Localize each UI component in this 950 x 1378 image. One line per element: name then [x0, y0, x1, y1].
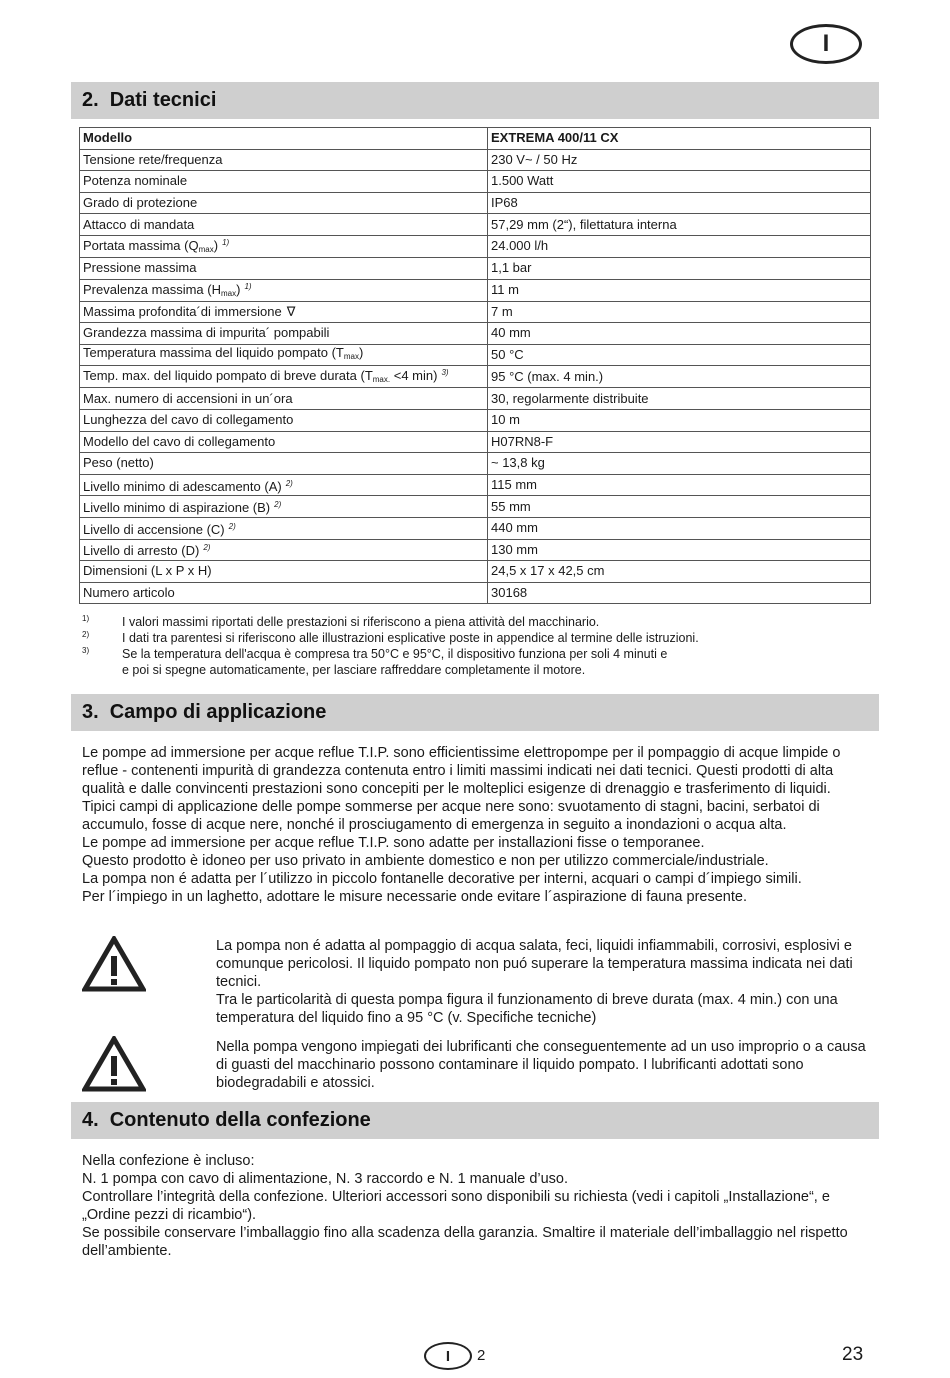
footnote-mark: 1): [82, 614, 90, 623]
footnote-reference: 2): [285, 478, 293, 488]
footnote-3: [82, 646, 862, 662]
spec-table-row: [80, 517, 871, 539]
paragraph: Controllare l’integrità della confezione. Ulteriori accessori sono disponibili su richiesta (vedi i capitoli „Installazione“, e „Ordine pezzi di ricambio“).: [82, 1189, 830, 1223]
spec-label: [80, 561, 488, 583]
spec-table-row: [80, 257, 871, 279]
section-number: 3.: [82, 701, 99, 723]
footnote-mark: 3): [82, 646, 90, 655]
spec-label: [80, 279, 488, 301]
section-header-contenuto-della-confezione: [71, 1102, 879, 1139]
spec-table: [79, 127, 871, 604]
spec-table-row: [80, 561, 871, 583]
spec-label: [80, 366, 488, 388]
warning-triangle-icon: [82, 1036, 146, 1092]
spec-table-row: [80, 171, 871, 193]
paragraph: La pompa non é adatta al pompaggio di acqua salata, feci, liquidi infiammabili, corrosivi, esplosivi e comunque pericolosi. Il liquido pompato non puó superare la temperatura massima indicata nei dati tecnici.: [216, 938, 853, 990]
paragraph: Le pompe ad immersione per acque reflue T.I.P. sono efficientissime elettropompe per il pompaggio di acque limpide o reflue - contenenti impurità di grandezza contenuta entro i limiti massimi indicati nei dati tecnici. Questi prodotti di alta qualità e dalle convincenti prestazioni sono concepiti per le molteplici esigenze di drenaggio e trasferimento di liquidi.: [82, 745, 841, 797]
spec-label-suffix: ): [236, 281, 241, 297]
footnote-text: Se la temperatura dell'acqua è compresa tra 50°C e 95°C, il dispositivo funziona per soli 4 minuti e: [122, 647, 668, 661]
footnote-3-continuation: e poi si spegne automaticamente, per lasciare raffreddare completamente il motore.: [122, 663, 586, 677]
spec-table-row: [80, 301, 871, 323]
spec-value: 40 mm: [488, 323, 871, 345]
spec-label: [80, 214, 488, 236]
footnote-text: I valori massimi riportati delle prestazioni si riferiscono a piena attività del macchinario.: [122, 615, 600, 629]
spec-label: [80, 431, 488, 453]
spec-value: H07RN8-F: [488, 431, 871, 453]
section-title: Dati tecnici: [109, 89, 217, 111]
spec-value: 30, regolarmente distribuite: [488, 388, 871, 410]
warning-2-text: [216, 1038, 871, 1092]
spec-label-text: Livello minimo di adescamento (A): [83, 478, 282, 494]
spec-label: [80, 453, 488, 475]
section-number: 2.: [82, 89, 99, 111]
footnote-1: [82, 614, 862, 630]
spec-label-text: Temperatura massima del liquido pompato (T: [83, 345, 344, 361]
spec-label: [80, 235, 488, 257]
footnote-mark: 2): [82, 630, 90, 639]
spec-label-text: Grado di protezione: [83, 195, 198, 211]
applicazione-body: [82, 744, 872, 906]
spec-table-row: [80, 235, 871, 257]
spec-label: [80, 149, 488, 171]
spec-label-text: Max. numero di accensioni in un´ora: [83, 390, 293, 406]
spec-label-suffix: <4 min): [390, 368, 438, 384]
spec-label: [80, 517, 488, 539]
spec-label: [80, 192, 488, 214]
spec-label-text: Dimensioni (L x P x H): [83, 563, 212, 579]
spec-label-text: Livello di accensione (C): [83, 521, 225, 537]
section-header-dati-tecnici: [71, 82, 879, 119]
spec-value: 24,5 x 17 x 42,5 cm: [488, 561, 871, 583]
spec-label-text: Pressione massima: [83, 260, 197, 276]
spec-table-row: [80, 149, 871, 171]
spec-table-row: [80, 344, 871, 366]
spec-label-text: Tensione rete/frequenza: [83, 151, 223, 167]
spec-value: 30168: [488, 582, 871, 604]
paragraph: N. 1 pompa con cavo di alimentazione, N. 3 raccordo e N. 1 manuale d’uso.: [82, 1171, 569, 1187]
spec-header-value: EXTREMA 400/11 CX: [488, 128, 871, 150]
water-level-symbol-icon: ∇: [286, 303, 296, 319]
spec-label: [80, 388, 488, 410]
spec-label-text: Livello di arresto (D): [83, 543, 200, 559]
spec-table-row: [80, 453, 871, 475]
spec-table-row: [80, 279, 871, 301]
paragraph: Per l´impiego in un laghetto, adottare le misure necessarie onde evitare l´aspirazione di fauna presente.: [82, 889, 747, 905]
paragraph: Questo prodotto è idoneo per uso privato in ambiente domestico e non per utilizzo commerciale/industriale.: [82, 853, 769, 869]
spec-label: [80, 539, 488, 561]
spec-label: [80, 344, 488, 366]
footnote-reference: 2): [228, 521, 236, 531]
section-header-campo-di-applicazione: [71, 694, 879, 731]
footnotes: [82, 614, 862, 678]
spec-value: 10 m: [488, 409, 871, 431]
spec-value: 1.500 Watt: [488, 171, 871, 193]
paragraph: Tipici campi di applicazione delle pompe sommerse per acque nere sono: svuotamento di stagni, bacini, serbatoi di accumulo, fosse di acque nere, nonché il prosciugamento di emergenza in seguito a inondazioni o acqua alta.: [82, 799, 820, 833]
spec-label-subscript: max: [198, 244, 214, 254]
spec-table-row: [80, 474, 871, 496]
spec-table-row: [80, 192, 871, 214]
spec-label: [80, 323, 488, 345]
footnote-reference: 2): [203, 543, 211, 553]
paragraph: Le pompe ad immersione per acque reflue T.I.P. sono adatte per installazioni fisse o temporanee.: [82, 835, 705, 851]
spec-label: [80, 474, 488, 496]
spec-label-text: Prevalenza massima (H: [83, 281, 221, 297]
paragraph: Nella confezione è incluso:: [82, 1153, 255, 1169]
footnote-reference: 3): [441, 368, 449, 378]
spec-label-text: Livello minimo di aspirazione (B): [83, 500, 271, 516]
footnote-reference: 1): [244, 281, 252, 291]
spec-value: 7 m: [488, 301, 871, 323]
spec-table-row: [80, 496, 871, 518]
spec-value: 50 °C: [488, 344, 871, 366]
paragraph: Tra le particolarità di questa pompa figura il funzionamento di breve durata (max. 4 min.) con una temperatura del liquido fino a 95 °C (v. Specifiche tecniche): [216, 992, 838, 1026]
spec-header-label: Modello: [80, 128, 488, 150]
spec-label: [80, 582, 488, 604]
footnote-text: I dati tra parentesi si riferiscono alle illustrazioni esplicative poste in appendice al termine delle istruzioni.: [122, 631, 699, 645]
spec-value: 55 mm: [488, 496, 871, 518]
spec-value: ~ 13,8 kg: [488, 453, 871, 475]
spec-label-text: Attacco di mandata: [83, 216, 195, 232]
footnote-reference: 2): [274, 500, 282, 510]
spec-value: 95 °C (max. 4 min.): [488, 366, 871, 388]
spec-label-text: Massima profondita´di immersione: [83, 303, 282, 319]
language-badge: [790, 24, 862, 64]
language-badge-label: I: [822, 30, 830, 57]
spec-label: [80, 257, 488, 279]
warning-1-text: [216, 937, 871, 1027]
spec-value: 230 V~ / 50 Hz: [488, 149, 871, 171]
paragraph: La pompa non é adatta per l´utilizzo in piccolo fontanelle decorative per interni, acquari o campi d´impiego simili.: [82, 871, 802, 887]
spec-label-subscript: max.: [372, 375, 391, 385]
spec-label-text: Portata massima (Q: [83, 237, 199, 253]
section-title: Contenuto della confezione: [109, 1109, 371, 1131]
spec-value: IP68: [488, 192, 871, 214]
spec-value: 1,1 bar: [488, 257, 871, 279]
spec-label-subscript: max: [221, 288, 237, 298]
spec-table-row: [80, 431, 871, 453]
warning-triangle-icon: [82, 936, 146, 992]
spec-label-text: Lunghezza del cavo di collegamento: [83, 412, 294, 428]
section-title: Campo di applicazione: [109, 701, 327, 723]
spec-value: 130 mm: [488, 539, 871, 561]
spec-table-row: [80, 539, 871, 561]
spec-table-row: [80, 388, 871, 410]
spec-value: 440 mm: [488, 517, 871, 539]
footer-language-index: 2: [477, 1347, 486, 1364]
spec-table-row: [80, 366, 871, 388]
confezione-body: [82, 1152, 872, 1260]
spec-value: 24.000 l/h: [488, 235, 871, 257]
footer-language-badge: [424, 1342, 472, 1370]
spec-value: 11 m: [488, 279, 871, 301]
spec-label-text: Peso (netto): [83, 455, 154, 471]
spec-table-row: [80, 409, 871, 431]
paragraph: Nella pompa vengono impiegati dei lubrificanti che conseguentemente ad un uso improprio o a causa di guasti del macchinario possono contaminare il liquido pompato. I lubrificanti adottati sono biodegradabili e atossici.: [216, 1039, 866, 1091]
spec-table-header-row: [80, 128, 871, 150]
spec-label-suffix: ): [358, 345, 364, 361]
footer-badge-label: I: [445, 1347, 451, 1365]
page-number: 23: [842, 1344, 864, 1365]
footnote-reference: 1): [222, 237, 230, 247]
section-number: 4.: [82, 1109, 99, 1131]
paragraph: Se possibile conservare l’imballaggio fino alla scadenza della garanzia. Smaltire il materiale dell’imballaggio nel rispetto dell’ambiente.: [82, 1225, 848, 1259]
spec-label-text: Modello del cavo di collegamento: [83, 433, 276, 449]
spec-table-row: [80, 582, 871, 604]
spec-label-suffix: ): [213, 237, 219, 253]
spec-label: [80, 301, 488, 323]
spec-label: [80, 171, 488, 193]
spec-label-text: Numero articolo: [83, 584, 175, 600]
footnote-2: [82, 630, 862, 646]
spec-label: [80, 496, 488, 518]
spec-value: 115 mm: [488, 474, 871, 496]
spec-table-row: [80, 214, 871, 236]
spec-value: 57,29 mm (2“), filettatura interna: [488, 214, 871, 236]
spec-label-text: Temp. max. del liquido pompato di breve durata (T: [83, 368, 373, 384]
spec-label: [80, 409, 488, 431]
spec-label-text: Grandezza massima di impurita´ pompabili: [83, 325, 330, 341]
spec-label-subscript: max: [343, 352, 359, 362]
spec-table-row: [80, 323, 871, 345]
spec-label-text: Potenza nominale: [83, 173, 188, 189]
